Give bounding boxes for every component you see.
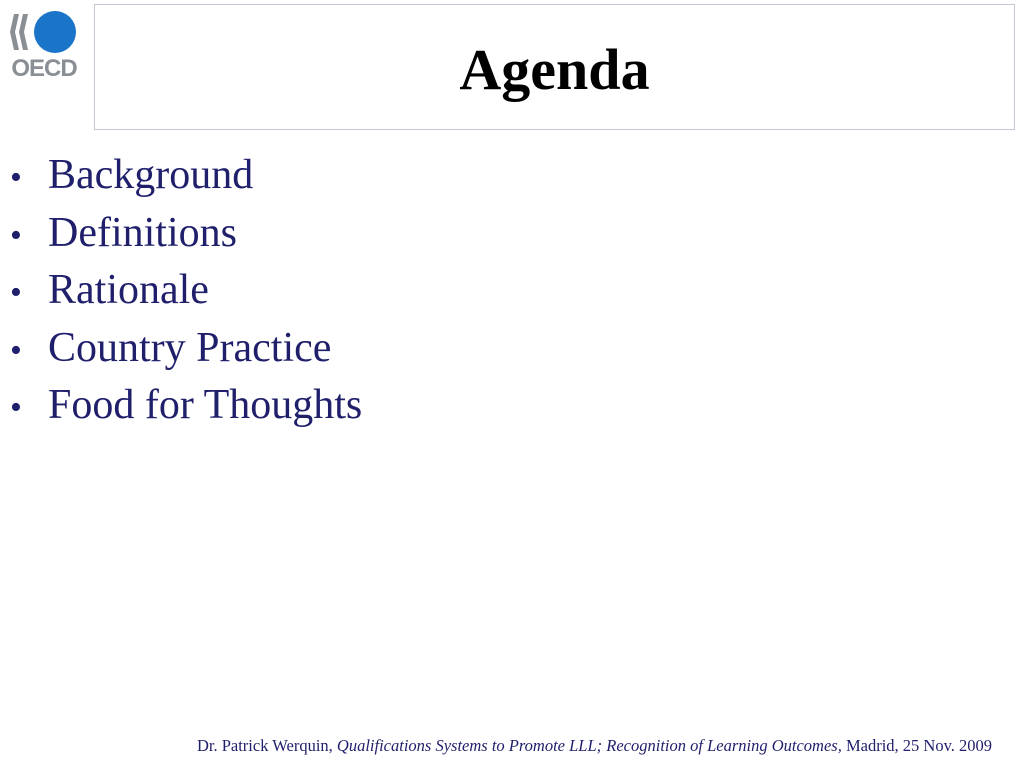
bullet-icon: • xyxy=(10,331,22,369)
footer-talk-title: Qualifications Systems to Promote LLL; Recognition of Learning Outcomes, xyxy=(336,736,842,755)
list-item xyxy=(10,321,362,379)
agenda-list xyxy=(10,148,362,436)
list-item xyxy=(10,148,362,206)
agenda-item-rationale: Rationale xyxy=(48,267,209,313)
list-item xyxy=(10,378,362,436)
footer-author: Dr. Patrick Werquin, xyxy=(196,736,333,755)
title-box xyxy=(94,4,1015,130)
bullet-icon: • xyxy=(10,159,22,196)
footer-place-date: Madrid, 25 Nov. 2009 xyxy=(845,736,992,755)
agenda-item-definitions: Definitions xyxy=(48,209,237,256)
slide-title: Agenda xyxy=(459,36,650,102)
bullet-icon: • xyxy=(10,216,22,254)
agenda-item-food-for-thoughts: Food for Thoughts xyxy=(48,382,363,428)
list-item xyxy=(10,206,362,264)
svg-text:OECD: OECD xyxy=(11,55,77,82)
bullet-icon: • xyxy=(10,274,22,311)
list-item xyxy=(10,263,362,321)
slide-footer xyxy=(197,736,992,756)
oecd-logo-icon xyxy=(10,10,80,82)
agenda-item-country-practice: Country Practice xyxy=(48,324,332,371)
agenda-item-background: Background xyxy=(48,152,254,198)
bullet-icon: • xyxy=(10,389,22,426)
